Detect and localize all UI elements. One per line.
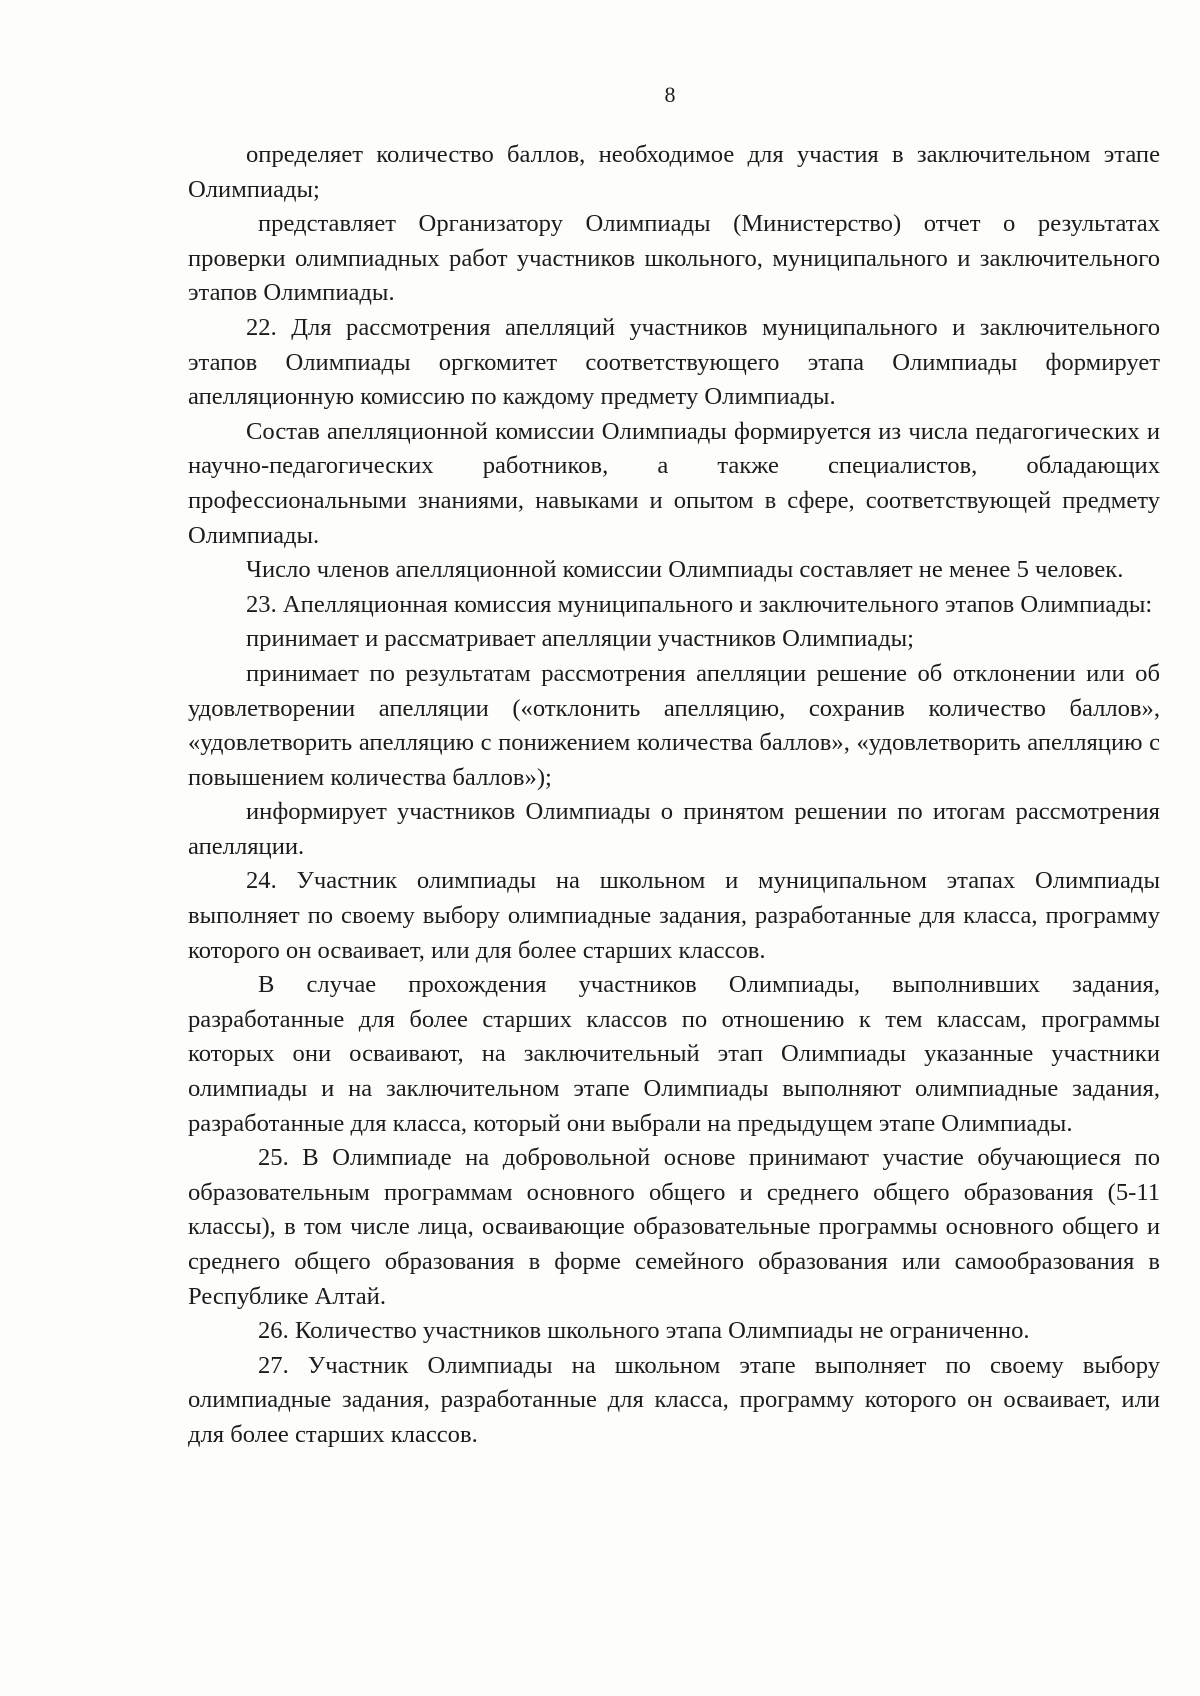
paragraph-24: 24. Участник олимпиады на школьном и муниципальном этапах Олимпиады выполняет по своему выбору олимпиадные задания, разработанные для класса, программу которого он осваивает, или для более старших классов. — [188, 867, 1160, 964]
paragraph-23: 23. Апелляционная комиссия муниципального и заключительного этапов Олимпиады: — [246, 590, 1153, 618]
document-body — [188, 138, 1160, 1453]
paragraph-1: определяет количество баллов, необходимое для участия в заключительном этапе Олимпиады; — [188, 141, 1160, 203]
paragraph-23-item-2: принимает по результатам рассмотрения апелляции решение об отклонении или об удовлетворении апелляции («отклонить апелляцию, сохранив количество баллов», «удовлетворить апелляцию с понижением количества баллов», «удовлетворить апелляцию с повышением количества баллов»); — [188, 659, 1160, 791]
paragraph-commission-composition: Состав апелляционной комиссии Олимпиады формируется из числа педагогических и научно-педагогических работников, а также специалистов, обладающих профессиональными знаниями, навыками и опытом в сфере, соответствующей предмету Олимпиады. — [188, 417, 1160, 549]
paragraph-24-continued: В случае прохождения участников Олимпиады, выполнивших задания, разработанные для более старших классов по отношению к тем классам, программы которых они осваивают, на заключительный этап Олимпиады указанные участники олимпиады и на заключительном этапе Олимпиады выполняют олимпиадные задания, разработанные для класса, который они выбрали на предыдущем этапе Олимпиады. — [188, 971, 1160, 1137]
paragraph-27: 27. Участник Олимпиады на школьном этапе выполняет по своему выбору олимпиадные задания, разработанные для класса, программу которого он осваивает, или для более старших классов. — [188, 1351, 1160, 1448]
paragraph-commission-size: Число членов апелляционной комиссии Олимпиады составляет не менее 5 человек. — [246, 556, 1124, 584]
paragraph-23-item-1: принимает и рассматривает апелляции участников Олимпиады; — [246, 625, 914, 653]
paragraph-2: представляет Организатору Олимпиады (Министерство) отчет о результатах проверки олимпиадных работ участников школьного, муниципального и заключительного этапов Олимпиады. — [188, 210, 1160, 307]
page-number: 8 — [664, 82, 676, 107]
paragraph-23-item-3: информирует участников Олимпиады о принятом решении по итогам рассмотрения апелляции. — [188, 798, 1160, 860]
paragraph-22: 22. Для рассмотрения апелляций участников муниципального и заключительного этапов Олимпиады оргкомитет соответствующего этапа Олимпиады формирует апелляционную комиссию по каждому предмету Олимпиады. — [188, 313, 1160, 411]
paragraph-25: 25. В Олимпиаде на добровольной основе принимают участие обучающиеся по образовательным программам основного общего и среднего общего образования (5-11 классы), в том числе лица, осваивающие образовательные программы основного общего и среднего общего образования в форме семейного образования или самообразования в Республике Алтай. — [188, 1144, 1160, 1310]
paragraph-26: 26. Количество участников школьного этапа Олимпиады не ограниченно. — [258, 1317, 1030, 1345]
